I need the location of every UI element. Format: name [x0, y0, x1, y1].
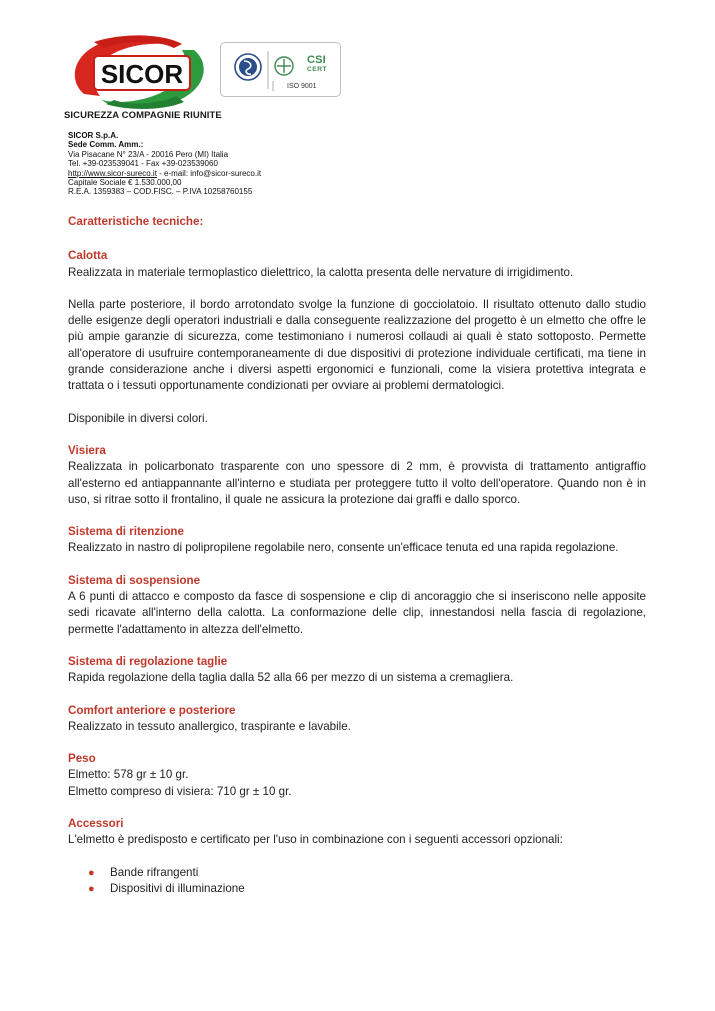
cert-text: CERT — [307, 66, 328, 73]
bullet-icon: ● — [88, 882, 95, 895]
sospensione-heading: Sistema di sospensione — [68, 573, 201, 587]
visiera-heading: Visiera — [68, 443, 106, 457]
ritenzione-text: Realizzato in nastro di polipropilene regolabile nero, consente un'efficace tenuta ed una rapida regolazione. — [68, 541, 619, 555]
list-item — [88, 865, 646, 881]
certification-box — [220, 42, 341, 97]
company-phone: Tel. +39-023539041 - Fax +39-023539060 — [68, 159, 218, 169]
company-name: SICOR S.p.A. — [68, 131, 119, 140]
list-item-label: Dispositivi di illuminazione — [110, 881, 245, 895]
calotta-text-2: Nella parte posteriore, il bordo arrotondato svolge la funzione di gocciolatoio. Il risultato ottenuto dallo studio delle esigenze degli operatori industriali e dalla conseguente realizzazione del progetto è un elmetto che offre le più ampie garanzie di sicurezza, come testimoniano i numerosi collaudi ai quali è stato sottoposto. Permette all'operatore di usufruire contemporaneamente di due dispositivi di protezione individuale certificati, ma tiene in grande considerazione anche i diversi aspetti ergonomici e funzionali, come la visiera protettiva integrata e trattata o i tessuti opportunamente condizionati per ovviare ai problemi dermatologici. — [68, 297, 646, 393]
accessori-list — [88, 865, 646, 898]
peso-line-1: Elmetto: 578 gr ± 10 gr. — [68, 768, 189, 782]
accessori-heading: Accessori — [68, 817, 124, 831]
sicor-logo — [64, 34, 222, 124]
calotta-text-3: Disponibile in diversi colori. — [68, 411, 208, 425]
comfort-heading: Comfort anteriore e posteriore — [68, 703, 236, 717]
company-address: Via Pisacane N° 23/A - 20016 Pero (MI) Italia — [68, 149, 229, 159]
logo-tagline: SICUREZZA COMPAGNIE RIUNITE — [64, 110, 222, 121]
list-item — [88, 881, 646, 897]
peso-line-2: Elmetto compreso di visiera: 710 gr ± 10 gr. — [68, 784, 292, 798]
peso-heading: Peso — [68, 752, 96, 766]
company-email: - e-mail: info@sicor-sureco.it — [156, 168, 262, 178]
company-web-line — [68, 169, 261, 178]
bullet-icon: ● — [88, 866, 95, 879]
logo-brand-text: SICOR — [100, 59, 184, 89]
company-info — [68, 131, 261, 197]
sospensione-text: A 6 punti di attacco e composto da fasce di sospensione e clip di ancoraggio che si inseriscono nelle apposite sedi ricavate all'interno della calotta. La conformazione delle clip, innestandosi nella fascia di regolazione, permette l'adattamento in altezza dell'elmetto. — [68, 590, 646, 636]
csi-text: CSI — [307, 54, 326, 66]
technical-specs — [68, 214, 646, 897]
sicor-logo-mark — [64, 34, 214, 110]
company-website-link[interactable]: http://www.sicor-sureco.it — [68, 168, 157, 178]
taglie-heading: Sistema di regolazione taglie — [68, 654, 228, 668]
list-item-label: Bande rifrangenti — [110, 865, 199, 879]
visiera-text: Realizzata in policarbonato trasparente con uno spessore di 2 mm, è provvista di trattamento antigraffio all'esterno ed antiappannante all'interno e studiata per proteggere tutto il volto dell'operatore. Quando non è in uso, si ritrae sotto il frontalino, il quale ne assicura la protezione dai graffi e dallo sporco. — [68, 460, 646, 506]
iso-9001-text: ISO 9001 — [287, 83, 317, 90]
accessori-text: L'elmetto è predisposto e certificato per l'uso in combinazione con i seguenti accessori opzionali: — [68, 833, 563, 847]
taglie-text: Rapida regolazione della taglia dalla 52 alla 66 per mezzo di un sistema a cremagliera. — [68, 671, 514, 685]
ritenzione-heading: Sistema di ritenzione — [68, 525, 184, 539]
calotta-text-1: Realizzata in materiale termoplastico dielettrico, la calotta presenta delle nervature di irrigidimento. — [68, 265, 574, 279]
calotta-heading: Calotta — [68, 249, 108, 263]
section-title: Caratteristiche tecniche: — [68, 215, 204, 228]
company-hq-label: Sede Comm. Amm.: — [68, 140, 144, 150]
company-rea: R.E.A. 1359383 – COD.FISC. – P.IVA 10258760155 — [68, 187, 253, 197]
company-capital: Capitale Sociale € 1.530.000,00 — [68, 178, 182, 188]
comfort-text: Realizzato in tessuto anallergico, traspirante e lavabile. — [68, 719, 351, 733]
